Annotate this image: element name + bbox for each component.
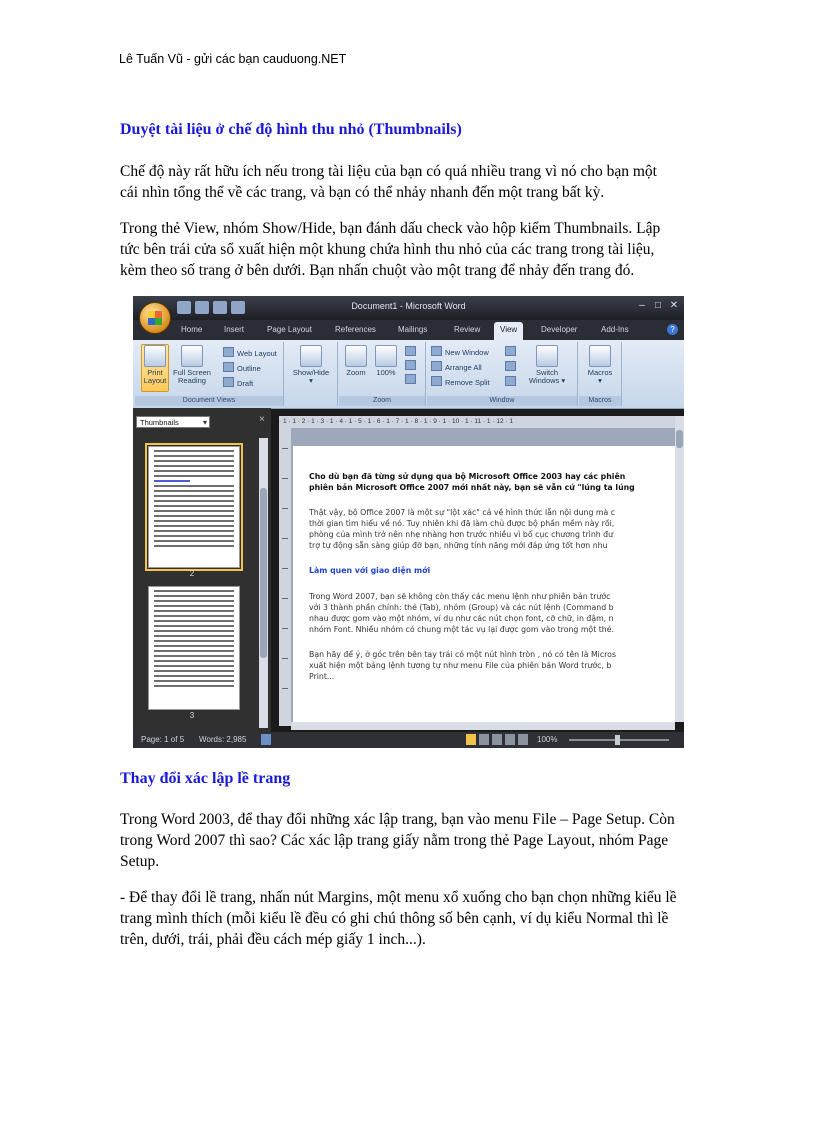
two-pages-icon [405,360,419,371]
word-screenshot [133,296,684,748]
doc-text-line: phòng của mình trở nên nhẹ nhàng hơn trước nhiều vì bố cục chương trình đư [309,530,614,539]
word-count: Words: 2,985 [199,735,247,744]
help-icon: ? [667,324,678,335]
page-icon [375,345,397,367]
window-controls [636,300,680,311]
doc-text-line: nhóm Font. Nhiều nhóm có chung một tác vụ lại được gom vào trong một thẻ. [309,625,615,634]
document-page [293,446,675,722]
proofing-icon [261,734,271,745]
pane-close-icon: × [259,414,265,425]
doc-text-line: Bạn hãy để ý, ở góc trên bên tay trái có một nút hình tròn , nó có tên là Micros [309,650,617,659]
ribbon [133,340,684,409]
full-screen-reading-icon [181,345,203,367]
document-area [291,428,675,722]
new-window-button: New Window [431,346,489,357]
tab-view: View [494,322,523,340]
text-line: trang mình thích (mỗi kiểu lề đều có ghi chú thông số bên cạnh, ví dụ kiểu Normal thì lề [120,910,669,927]
paragraph-thumbnails-howto [120,218,700,281]
group-label: Zoom [339,396,425,406]
thumbnail-page-number: 3 [189,711,195,720]
macros-button: Macros ▾ [585,345,615,385]
zoom-level: 100% [537,735,558,744]
outline-view-icon [505,734,515,745]
office-button-icon [139,302,171,334]
zoom-100-button: 100% [373,345,399,377]
doc-text-line: Cho dù bạn đã từng sử dụng qua bộ Microsoft Office 2003 hay các phiên [309,472,626,481]
group-document-views [135,342,284,406]
tab-references: References [335,325,376,334]
web-layout-view-icon [492,734,502,745]
tab-home: Home [181,325,203,334]
one-page-icon [405,346,419,357]
group-label: Macros [579,396,621,406]
window-title: Document1 - Microsoft Word [351,301,466,311]
text-line: trên, dưới, trái, phải đều cách mép giấy 1 inch...). [120,931,426,948]
arrange-all-icon [431,361,442,371]
doc-text-line: nhau được gom vào một nhóm, ví dụ như các nút chọn font, cỡ chữ, in đậm, n [309,614,614,623]
ribbon-tabs [133,320,684,340]
text-line: cái nhìn tổng thể về các trang, và bạn có thể nhảy nhanh đến một trang bất kỳ. [120,184,605,201]
close-icon: ✕ [669,300,679,311]
print-layout-icon [144,345,166,367]
maximize-icon: □ [654,300,662,311]
side-by-side-icon [505,346,519,357]
horizontal-ruler: · 1 · 1 · 2 · 1 · 3 · 1 · 4 · 1 · 5 · 1 · 6 · 1 · 7 · 1 · 8 · 1 · 9 · 1 · 10 · 1 · 11 · 1 · 12 · 1 [279,416,675,428]
group-show-hide [285,342,338,406]
text-line: kèm theo số trang ở bên dưới. Bạn nhấn chuột vào một trang để nhảy đến trang đó. [120,262,635,279]
doc-text-line: thời gian tìm hiểu về nó. Tuy nhiên khi đã làm chủ được bộ phần mềm này rồi, [309,519,615,528]
text-line: - Để thay đổi lề trang, nhấn nút Margins, một menu xổ xuống cho bạn chọn những kiểu lề [120,889,677,906]
zoom-slider [569,739,669,741]
doc-text-line: phiên bản Microsoft Office 2007 mới nhất này, bạn sẽ vẫn cứ "lúng ta lúng [309,483,635,492]
section-heading-margins: Thay đổi xác lập lề trang [120,770,291,787]
text-line: Setup. [120,853,160,870]
full-screen-view-icon [479,734,489,745]
page-thumbnail [148,586,240,710]
web-layout-button: Web Layout [223,347,277,358]
doc-text-line: xuất hiện một bảng lệnh tương tự như menu File của phiên bản Word trước, b [309,661,612,670]
paragraph-page-setup [120,809,700,872]
remove-split-icon [431,376,442,386]
group-label: Window [427,396,577,406]
macros-icon [589,345,611,367]
arrange-all-button: Arrange All [431,361,482,372]
new-window-icon [431,346,442,356]
tab-page-layout: Page Layout [267,325,312,334]
text-line: Trong thẻ View, nhóm Show/Hide, bạn đánh dấu check vào hộp kiểm Thumbnails. Lập [120,220,661,237]
show-hide-icon [300,345,322,367]
doc-heading: Làm quen với giao diện mới [309,566,431,575]
full-screen-reading-button: Full Screen Reading [171,345,213,391]
page-header: Lê Tuấn Vũ - gửi các bạn cauduong.NET [119,52,347,66]
draft-view-icon [518,734,528,745]
magnifier-icon [345,345,367,367]
vertical-ruler [279,428,291,726]
thumbnails-pane [133,408,271,732]
sync-scroll-icon [505,361,519,372]
status-bar [133,732,684,748]
thumbnails-scrollbar [259,438,268,728]
thumbnail-page-number: 2 [189,569,195,578]
reset-position-icon [505,376,519,387]
document-vertical-scrollbar [675,416,684,722]
document-horizontal-scrollbar [291,722,675,730]
section-heading-thumbnails: Duyệt tài liệu ở chế độ hình thu nhỏ (Thumbnails) [120,121,462,138]
tab-developer: Developer [541,325,578,334]
doc-text-line: Thật vậy, bộ Office 2007 là một sự "lột xác" cả về hình thức lẫn nội dung mà c [309,508,616,517]
minimize-icon: – [639,300,645,311]
remove-split-button: Remove Split [431,376,490,387]
draft-button: Draft [223,377,253,388]
draft-icon [223,377,234,387]
print-layout-view-icon [466,734,476,745]
page-width-icon [405,374,419,385]
navigation-pane-dropdown: Thumbnails ▾ [136,416,210,428]
group-window [427,342,578,406]
outline-button: Outline [223,362,261,373]
switch-windows-button: Switch Windows ▾ [523,345,571,385]
text-line: Chế độ này rất hữu ích nếu trong tài liệu của bạn có quá nhiều trang vì nó cho bạn một [120,163,657,180]
outline-icon [223,362,234,372]
group-zoom [339,342,426,406]
tab-review: Review [454,325,481,334]
print-layout-button: Print Layout [141,344,169,392]
switch-windows-icon [536,345,558,367]
doc-text-line: trợ tự động sẵn sàng giúp đỡ bạn, những tính năng mới đáp ứng tốt hơn nhu [309,541,608,550]
web-layout-icon [223,347,234,357]
page-count: Page: 1 of 5 [141,735,185,744]
doc-text-line: Print... [309,672,335,681]
group-label: Document Views [135,396,283,406]
tab-add-ins: Add-Ins [601,325,629,334]
text-line: tức bên trái cửa sổ xuất hiện một khung chứa hình thu nhỏ của các trang trong tài liệu, [120,241,655,258]
doc-text-line: với 3 thành phần chính: thẻ (Tab), nhóm (Group) và các nút lệnh (Command b [309,603,614,612]
show-hide-button: Show/Hide ▾ [289,345,333,391]
text-line: Trong Word 2003, để thay đổi những xác lập trang, bạn vào menu File – Page Setup. Còn [120,811,675,828]
group-macros [579,342,622,406]
paragraph-margins [120,887,700,950]
paragraph-thumbnails-intro [120,161,700,203]
window-titlebar [133,296,684,320]
zoom-button: Zoom [343,345,369,377]
tab-mailings: Mailings [398,325,428,334]
page-thumbnail [148,446,240,568]
text-line: trong Word 2007 thì sao? Các xác lập trang giấy nằm trong thẻ Page Layout, nhóm Page [120,832,669,849]
view-buttons [466,734,528,745]
doc-text-line: Trong Word 2007, bạn sẽ không còn thấy các menu lệnh như phiên bản trước [309,592,611,601]
tab-insert: Insert [224,325,245,334]
